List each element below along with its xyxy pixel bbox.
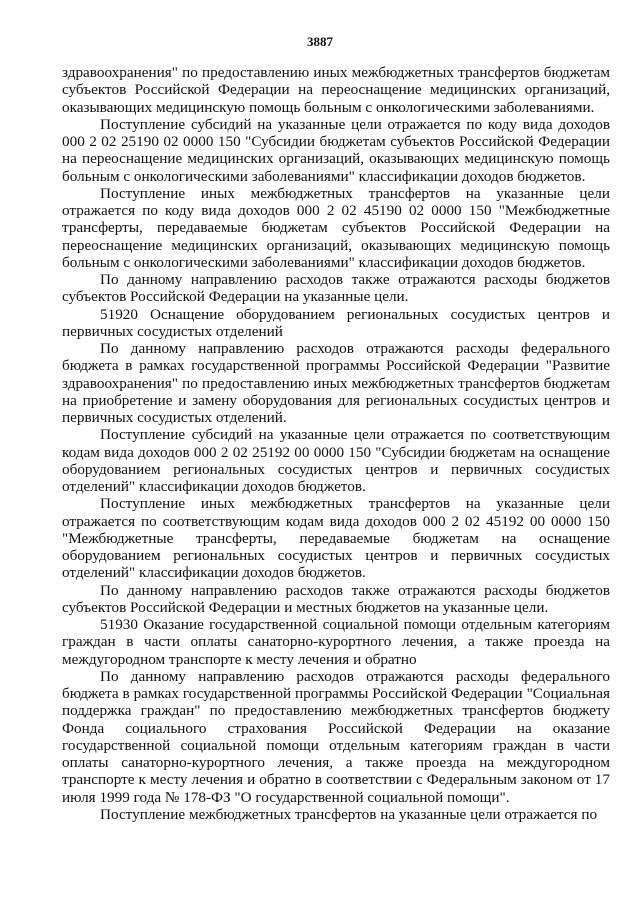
section-heading-51930: 51930 Оказание государственной социальной помощи отдельным категориям граждан в части оплаты санаторно-курортного лечения, а также проезда на междугородном транспорте к месту лечения и обратно bbox=[62, 616, 610, 668]
paragraph-continuation: здравоохранения" по предоставлению иных межбюджетных трансфертов бюджетам субъектов Российской Федерации на переоснащение медицинских организаций, оказывающих медицинскую помощь больным с онкологическими заболеваниями. bbox=[62, 64, 610, 116]
paragraph: По данному направлению расходов также отражаются расходы бюджетов субъектов Российской Федерации на указанные цели. bbox=[62, 271, 610, 306]
paragraph: Поступление субсидий на указанные цели отражается по соответствующим кодам вида доходов 000 2 02 25192 00 0000 150 "Субсидии бюджетам на оснащение оборудованием региональных сосудистых центров и первичных сосудистых отделений" классификации доходов бюджетов. bbox=[62, 426, 610, 495]
paragraph: Поступление субсидий на указанные цели отражается по коду вида доходов 000 2 02 25190 02 0000 150 "Субсидии бюджетам субъектов Российской Федерации на переоснащение медицинских организаций, оказывающих медицинскую помощь больным с онкологическими заболеваниями" классификации доходов бюджетов. bbox=[62, 115, 610, 185]
page-number: 3887 bbox=[307, 34, 333, 49]
document-body bbox=[62, 64, 610, 823]
paragraph: По данному направлению расходов отражаются расходы федерального бюджета в рамках государственной программы Российской Федерации "Развитие здравоохранения" по предоставлению иных межбюджетных трансфертов бюджетам на приобретение и замену оборудования для региональных сосудистых центров и первичных сосудистых отделений. bbox=[62, 340, 610, 426]
paragraph: По данному направлению расходов также отражаются расходы бюджетов субъектов Российской Федерации и местных бюджетов на указанные цели. bbox=[62, 581, 610, 616]
paragraph: По данному направлению расходов отражаются расходы федерального бюджета в рамках государственной программы Российской Федерации "Социальная поддержка граждан" по предоставлению межбюджетных трансфертов бюджету Фонда социального страхования Российской Федерации на оказание государственной социальной помощи отдельным категориям граждан в части оплаты санаторно-курортного лечения, а также проезда на междугородном транспорте к месту лечения и обратно в соответствии с Федеральным законом от 17 июля 1999 года № 178-ФЗ "О государственной социальной помощи". bbox=[62, 667, 610, 806]
paragraph-truncated: Поступление межбюджетных трансфертов на указанные цели отражается по bbox=[100, 805, 598, 823]
paragraph: Поступление иных межбюджетных трансфертов на указанные цели отражается по коду вида доходов 000 2 02 45190 02 0000 150 "Межбюджетные трансферты, передаваемые бюджетам субъектов Российской Федерации на переоснащение медицинских организаций, оказывающих медицинскую помощь больным с онкологическими заболеваниями" классификации доходов бюджетов. bbox=[62, 184, 610, 271]
section-heading-51920: 51920 Оснащение оборудованием региональных сосудистых центров и первичных сосудистых отделений bbox=[62, 305, 610, 340]
paragraph: Поступление иных межбюджетных трансфертов на указанные цели отражается по соответствующим кодам вида доходов 000 2 02 45192 00 0000 150 "Межбюджетные трансферты, передаваемые бюджетам на оснащение оборудованием региональных сосудистых центров и первичных сосудистых отделений" классификации доходов бюджетов. bbox=[62, 495, 610, 582]
